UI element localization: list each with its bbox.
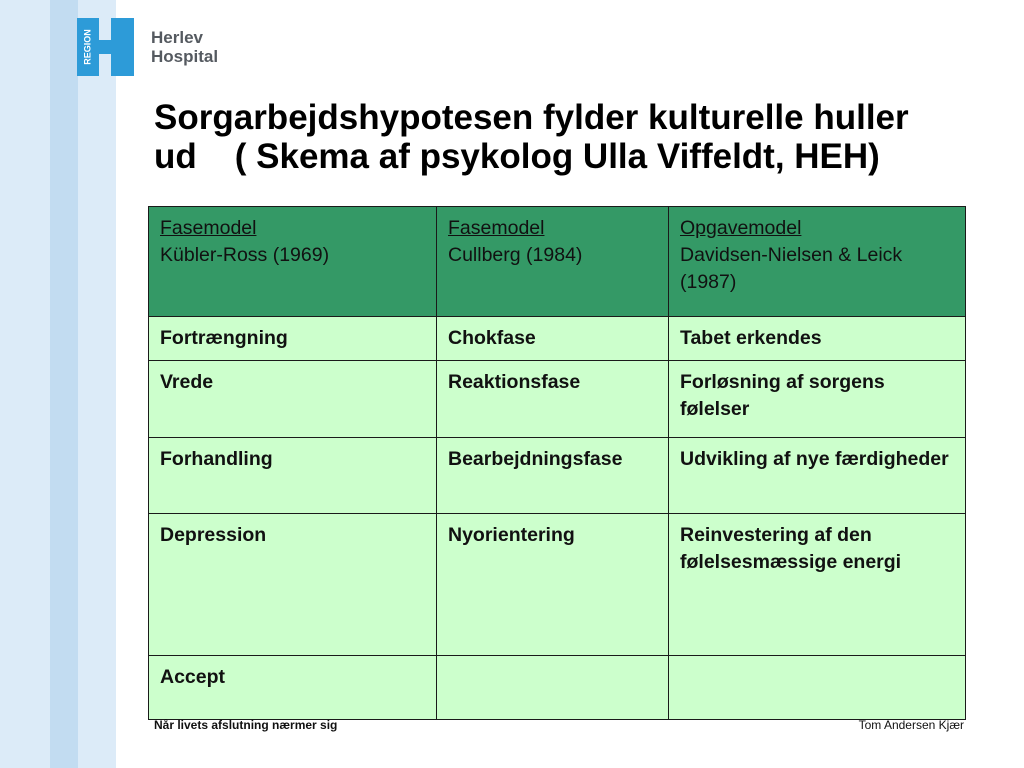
- table-cell: Bearbejdningsfase: [437, 438, 669, 514]
- header-model-source: Davidsen-Nielsen & Leick (1987): [680, 244, 903, 293]
- footer-author: Tom Andersen Kjær: [858, 718, 964, 732]
- logo-line-1: Herlev: [151, 28, 203, 47]
- page-title: [154, 98, 974, 176]
- title-line-2b: ( Skema af psykolog Ulla Viffeldt, HEH): [234, 137, 880, 176]
- header-model-type: Fasemodel: [448, 217, 545, 239]
- table-row: [149, 361, 966, 438]
- left-decorative-stripe-inner: [50, 0, 78, 768]
- title-line-2a: ud: [154, 137, 197, 176]
- grief-models-table: [148, 206, 966, 720]
- table-header-row: [149, 207, 966, 317]
- table-row: [149, 656, 966, 720]
- header-model-type: Opgavemodel: [680, 217, 802, 239]
- table-cell: Chokfase: [437, 317, 669, 361]
- table-cell: Tabet erkendes: [669, 317, 966, 361]
- footer-left-text: Når livets afslutning nærmer sig: [154, 718, 338, 732]
- table-cell: Forløsning af sorgens følelser: [669, 361, 966, 438]
- logo-wordmark: [151, 28, 218, 66]
- header-cell-davidsen-nielsen: [669, 207, 966, 317]
- header-cell-kubler-ross: [149, 207, 437, 317]
- table-cell: Vrede: [149, 361, 437, 438]
- table-cell: Accept: [149, 656, 437, 720]
- table-row: [149, 514, 966, 656]
- table-cell: Forhandling: [149, 438, 437, 514]
- table-cell: Udvikling af nye færdigheder: [669, 438, 966, 514]
- logo-region-text: REGION: [82, 29, 93, 65]
- region-hospital-logo: [77, 18, 134, 76]
- header-model-type: Fasemodel: [160, 217, 257, 239]
- table-cell: [437, 656, 669, 720]
- table-cell: [669, 656, 966, 720]
- logo-line-2: Hospital: [151, 47, 219, 66]
- table-row: [149, 317, 966, 361]
- table-cell: Reinvestering af den følelsesmæssige energi: [669, 514, 966, 656]
- header-model-source: Kübler-Ross (1969): [160, 244, 330, 266]
- table-cell: Reaktionsfase: [437, 361, 669, 438]
- header-cell-cullberg: [437, 207, 669, 317]
- table-cell: Fortrængning: [149, 317, 437, 361]
- table-row: [149, 438, 966, 514]
- table-cell: Depression: [149, 514, 437, 656]
- header-model-source: Cullberg (1984): [448, 244, 583, 266]
- table-cell: Nyorientering: [437, 514, 669, 656]
- title-line-1: Sorgarbejdshypotesen fylder kulturelle huller: [154, 98, 909, 137]
